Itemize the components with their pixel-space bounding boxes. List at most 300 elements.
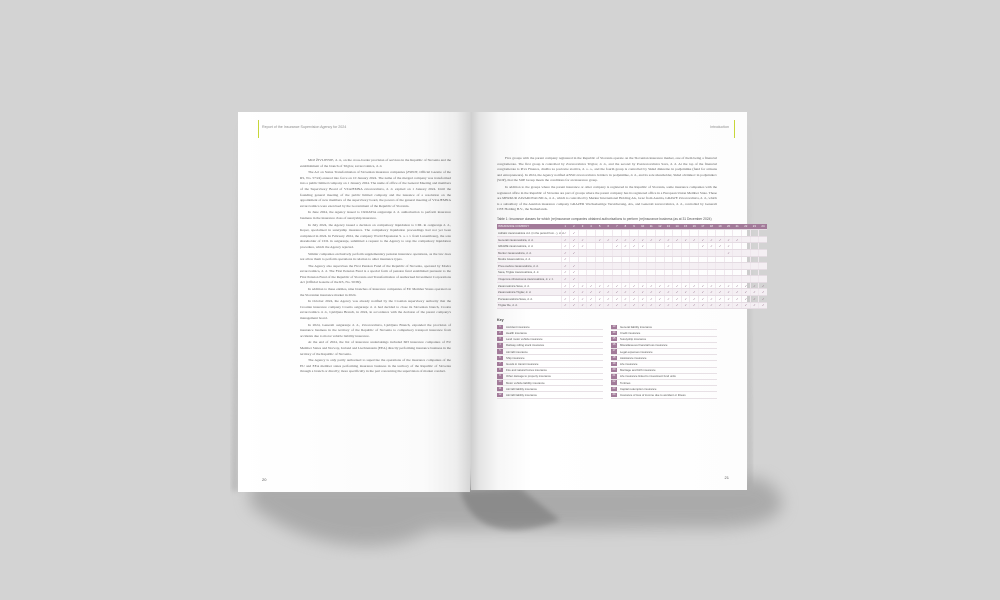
table-cell-check: ✓ <box>604 236 613 243</box>
table-cell-check <box>716 249 725 256</box>
table-cell-check: ✓ <box>578 296 587 303</box>
table-cell-check: ✓ <box>561 276 570 283</box>
table-cell-check <box>664 276 673 283</box>
table-cell-check <box>733 263 742 270</box>
table-cell-check <box>750 230 759 237</box>
table-header-class: 8 <box>621 224 630 230</box>
table-cell-check <box>673 230 682 237</box>
left-accent-line <box>258 120 259 138</box>
table-cell-check <box>724 276 733 283</box>
table-row <box>497 249 767 256</box>
key-number: 3 <box>497 337 503 341</box>
table-cell-company: Adriatic zavarovalnica d.d. (in the period from...), d. d. <box>498 230 565 235</box>
table-cell-check: ✓ <box>613 243 622 250</box>
table-cell-check: ✓ <box>741 296 750 303</box>
table-cell-check <box>578 249 587 256</box>
table-cell-check: ✓ <box>595 296 604 303</box>
table-cell-check <box>733 249 742 256</box>
key-label: Miscellaneous financial loss insurance <box>620 343 668 348</box>
right-page-number: 21 <box>724 475 729 480</box>
key-number: 21 <box>612 374 616 378</box>
table-cell-check <box>595 276 604 283</box>
table-cell-check <box>716 256 725 263</box>
table-cell-check <box>733 269 742 276</box>
table-cell-check: ✓ <box>561 236 570 243</box>
table-cell-company: Sava, Triglav zavarovalnica, d. d. <box>497 269 561 276</box>
table-cell-check <box>733 230 742 237</box>
table-cell-check <box>656 263 665 270</box>
table-cell-check: ✓ <box>673 236 682 243</box>
table-cell-check <box>587 256 596 263</box>
table-cell-check <box>681 243 690 250</box>
key-number: 16 <box>612 343 616 347</box>
table-cell-check <box>741 263 750 270</box>
table-cell-check: ✓ <box>587 302 596 309</box>
table-cell-check <box>699 230 708 237</box>
table-cell-check: ✓ <box>561 230 570 237</box>
table-cell-check <box>587 269 596 276</box>
table-cell-check <box>647 230 656 237</box>
table-cell-check: ✓ <box>630 302 639 309</box>
table-header-class: 5 <box>595 224 604 230</box>
table-cell-company: Modra zavarovalnica, d. d. <box>497 256 561 263</box>
table-cell-check <box>673 249 682 256</box>
table-cell-check: ✓ <box>733 296 742 303</box>
table-cell-check: ✓ <box>707 289 716 296</box>
key-label: Motor vehicle liability insurance <box>506 380 545 385</box>
table-cell-check: ✓ <box>759 296 768 303</box>
table-cell-check: ✓ <box>656 282 665 289</box>
left-paragraph: In addition to these entities, nine branches of insurance companies of EU Member States operated on the Slovenian insurance market in 2024. <box>300 287 451 297</box>
key-label: Goods in transit insurance <box>506 361 539 366</box>
table-cell-check: ✓ <box>681 282 690 289</box>
table-cell-check <box>699 256 708 263</box>
key-label: Tontines <box>620 380 631 385</box>
table-row <box>497 276 767 283</box>
table-cell-check: ✓ <box>690 289 699 296</box>
key-row <box>497 392 603 398</box>
right-running-head: Introduction <box>710 125 729 129</box>
table-cell-check: ✓ <box>570 296 579 303</box>
table-cell-check <box>741 230 750 237</box>
table-cell-check: ✓ <box>664 282 673 289</box>
key-number: 14 <box>612 330 616 334</box>
key-number: 5 <box>497 349 503 353</box>
table-cell-check <box>613 230 622 237</box>
key-row <box>611 392 717 398</box>
table-cell-check <box>741 276 750 283</box>
key-number: 22 <box>612 380 616 384</box>
table-cell-check: ✓ <box>664 289 673 296</box>
table-cell-check: ✓ <box>638 296 647 303</box>
table-cell-check <box>724 256 733 263</box>
table-cell-check <box>681 269 690 276</box>
key-label: Legal expenses insurance <box>620 349 653 354</box>
table-cell-check: ✓ <box>578 289 587 296</box>
table-cell-check <box>681 276 690 283</box>
table-cell-check <box>681 256 690 263</box>
table-cell-check <box>578 230 587 237</box>
key-column-right <box>611 324 717 398</box>
right-paragraph: Five groups with the parent company registered in the Republic of Slovenia operate on the Slovenian insurance market, one of them being a financial conglomerate. The first group is controlled by Zavarovalnica Triglav, d. d., and the second by Pozavarovalnica Sava, d. d. At the top of the financial conglomerate is Prva Finance, družba za poslovne storitve, d. o. o., and the fourth group is controlled by Skład diskretno in podjetniške (fund for artisans and entrepreneurs). In 2024, the Agency notified ANSO zavarovalnica četrtkov in podjetniške, d. d., and its sole shareholder, Skład obrtnikov in podjetnikov (SOP), that the SOP Group meets the conditions for an insurance group. <box>497 156 717 183</box>
table-cell-check: ✓ <box>716 282 725 289</box>
table-cell-check <box>613 276 622 283</box>
key-number: 12 <box>498 392 502 396</box>
left-paragraph: At the end of 2024, the list of insurance undertakings included 663 insurance companies of EU Member States and Norway, Iceland and Liechtenstein (EEA) directly performing insurance business in the territory of the Republic of Slovenia. <box>300 340 451 356</box>
table-cell-check <box>656 230 665 237</box>
table-cell-check <box>613 249 622 256</box>
table-cell-check: ✓ <box>595 236 604 243</box>
table-header-class: 6 <box>604 224 613 230</box>
table-row <box>497 302 767 309</box>
table-cell-check <box>570 256 579 263</box>
key-label: Life insurance <box>620 361 638 366</box>
table-cell-check: ✓ <box>578 236 587 243</box>
table-cell-check: ✓ <box>621 243 630 250</box>
left-paragraph: In July 2024, the Agency issued a decision on compulsory liquidation to CDL in osiguranje d. d., Koper, specialised in suretyship insurance. The compulsory liquidation proceedings had not yet been completed in 2024. In February 2024, the company World Expansion S. a. r. l. from Luxembourg, the sole shareholder of CDL in osiguranje, submitted a request to the Agency to stop the compulsory liquidation procedure, which the Agency rejected. <box>300 222 451 249</box>
table-cell-check <box>621 230 630 237</box>
table-cell-check: ✓ <box>604 296 613 303</box>
table-cell-check: ✓ <box>733 282 742 289</box>
key-label: Assistance insurance <box>620 355 647 360</box>
key-label: Suretyship insurance <box>620 337 647 342</box>
table-header-class: 1 <box>561 224 570 230</box>
table-cell-check <box>621 249 630 256</box>
table-cell-check <box>750 249 759 256</box>
table-cell-check <box>690 256 699 263</box>
key-number: 6 <box>497 356 503 360</box>
table-cell-check <box>630 263 639 270</box>
table-cell-check <box>733 243 742 250</box>
table-cell-check: ✓ <box>656 236 665 243</box>
table-cell-check: ✓ <box>561 296 570 303</box>
table-header-class: 13 <box>664 224 673 230</box>
table-cell-check <box>587 263 596 270</box>
table-cell-check <box>673 269 682 276</box>
table-cell-check: ✓ <box>750 282 759 289</box>
table-cell-check: ✓ <box>707 296 716 303</box>
table-cell-check <box>733 256 742 263</box>
table-cell-check <box>647 256 656 263</box>
table-row <box>497 236 767 243</box>
table-cell-check: ✓ <box>570 282 579 289</box>
table-cell-check <box>733 276 742 283</box>
table-cell-check <box>759 256 768 263</box>
left-running-head: Report of the Insurance Supervision Agency for 2024 <box>262 125 347 129</box>
table-cell-check: ✓ <box>587 296 596 303</box>
table-cell-check: ✓ <box>690 296 699 303</box>
table-cell-check: ✓ <box>570 302 579 309</box>
table-cell-check: ✓ <box>707 236 716 243</box>
table-cell-check <box>656 256 665 263</box>
table-cell-check: ✓ <box>621 282 630 289</box>
table-cell-company: Prva osebna zavarovalnica, d. d. <box>497 263 561 270</box>
table-cell-check <box>647 263 656 270</box>
table-cell-check <box>664 269 673 276</box>
table-cell-check: ✓ <box>690 282 699 289</box>
key-label: Health insurance <box>506 331 527 336</box>
table-cell-check: ✓ <box>664 236 673 243</box>
table-cell-check: ✓ <box>595 282 604 289</box>
table-cell-check: ✓ <box>699 243 708 250</box>
table-header-class: 9 <box>630 224 639 230</box>
key-number: 4 <box>497 343 503 347</box>
table-cell-check: ✓ <box>638 289 647 296</box>
table-cell-company: Generali zavarovalnica, d. d. <box>497 236 561 243</box>
table-cell-check: ✓ <box>647 296 656 303</box>
table-cell-check <box>707 230 716 237</box>
table-cell-check <box>741 236 750 243</box>
left-paragraph: In October 2024, the Agency was already notified by the Croatian supervisory authority that the Croatian insurance company Croatia osiguranje d. d. had decided to close its Slovenian branch, Croatia zavarovalnica d. d., Ljubljana Branch, in 2024, in accordance with the decision of the parent company's management board. <box>300 299 451 321</box>
table-cell-check: ✓ <box>578 243 587 250</box>
table-body <box>497 230 767 309</box>
table-cell-check: ✓ <box>604 282 613 289</box>
table-cell-check: ✓ <box>604 289 613 296</box>
table-cell-check: ✓ <box>587 289 596 296</box>
table-cell-check: ✓ <box>690 236 699 243</box>
table-header-class: 14 <box>673 224 682 230</box>
table-cell-check: ✓ <box>578 302 587 309</box>
table-cell-check <box>621 276 630 283</box>
table-cell-check: ✓ <box>621 289 630 296</box>
table-cell-check: ✓ <box>664 296 673 303</box>
table-header-company: INSURANCE COMPANY <box>497 224 561 230</box>
table-header-class: 20 <box>724 224 733 230</box>
table-cell-check <box>595 230 604 237</box>
table-cell-check: ✓ <box>724 282 733 289</box>
left-paragraph: The Agency is only partly authorised to supervise the operations of the insurance companies of the EU and EEA member states performing insurance business in the territory of the Republic of Slovenia through a branch or directly; more specifically in the part concerning the supervision of market conduct. <box>300 358 451 374</box>
table-cell-check <box>750 263 759 270</box>
table-header-class: 10 <box>638 224 647 230</box>
table-header-class: 18 <box>707 224 716 230</box>
table-cell-check <box>587 230 596 237</box>
table-cell-company: Zavarovalnica Triglav, d. d. <box>497 289 561 296</box>
table-cell-check: ✓ <box>595 289 604 296</box>
key-label: Credit insurance <box>620 331 641 336</box>
table-cell-check <box>664 256 673 263</box>
table-cell-check: ✓ <box>613 296 622 303</box>
table-cell-check: ✓ <box>707 243 716 250</box>
table-cell-check <box>604 276 613 283</box>
table-cell-check <box>681 230 690 237</box>
table-cell-check: ✓ <box>759 302 768 309</box>
table-cell-check: ✓ <box>673 282 682 289</box>
key-label: General liability insurance <box>620 324 653 329</box>
table-cell-check: ✓ <box>621 296 630 303</box>
table-cell-check <box>638 230 647 237</box>
key-number: 8 <box>497 368 503 372</box>
table-cell-check <box>647 269 656 276</box>
table-cell-check <box>578 256 587 263</box>
table-cell-check <box>750 256 759 263</box>
key-label: Railway rolling stock insurance <box>506 343 545 348</box>
table-cell-check: ✓ <box>724 296 733 303</box>
insurance-classes-table <box>497 224 767 310</box>
key-number: 11 <box>498 386 502 390</box>
key-number: 23 <box>612 386 616 390</box>
table-header-class: 7 <box>613 224 622 230</box>
table-cell-check <box>699 263 708 270</box>
table-header-class: 3 <box>578 224 587 230</box>
table-cell-check <box>707 249 716 256</box>
left-paragraph: In 2024, Generali osiguranje d. d., Zavarovalnica, Ljubljana Branch, expanded the provision of insurance business in the territory of the Republic of Slovenia to compulsory transport insurance from accidents due to motor vehicle liability insurance. <box>300 322 451 338</box>
table-cell-check: ✓ <box>750 296 759 303</box>
key-label: Life insurance linked to investment fund units <box>620 374 676 379</box>
table-cell-check: ✓ <box>759 289 768 296</box>
table-cell-check <box>681 249 690 256</box>
table-cell-check <box>759 230 768 237</box>
table-cell-check: ✓ <box>741 282 750 289</box>
table-cell-check: ✓ <box>638 243 647 250</box>
table-cell-check <box>664 263 673 270</box>
table-cell-check <box>690 269 699 276</box>
table-cell-check <box>630 269 639 276</box>
table-cell-check <box>681 263 690 270</box>
table-cell-company: Merkur zavarovalnica, d. d. <box>497 249 561 256</box>
table-cell-check: ✓ <box>561 263 570 270</box>
table-cell-check <box>604 243 613 250</box>
table-cell-check <box>604 256 613 263</box>
table-cell-check: ✓ <box>664 302 673 309</box>
key-number: 19 <box>612 361 616 365</box>
table-cell-check <box>595 249 604 256</box>
table-cell-check <box>716 263 725 270</box>
table-cell-check: ✓ <box>630 243 639 250</box>
key-number: 15 <box>612 337 616 341</box>
table-cell-check <box>724 269 733 276</box>
table-cell-check: ✓ <box>561 243 570 250</box>
table-cell-check <box>604 249 613 256</box>
table-cell-check: ✓ <box>570 263 579 270</box>
table-cell-check: ✓ <box>673 296 682 303</box>
table-cell-check: ✓ <box>681 289 690 296</box>
table-header-class: 4 <box>587 224 596 230</box>
table-cell-check <box>613 256 622 263</box>
table-cell-check: ✓ <box>638 302 647 309</box>
table-cell-company: Triglav Re, d. d. <box>497 302 561 309</box>
left-paragraph: Similar companies exclusively perform supplementary pension insurance operations, as the law does not allow them to perform operations in relation to other insurance types. <box>300 251 451 262</box>
table-cell-check <box>750 269 759 276</box>
table-cell-check <box>690 263 699 270</box>
table-cell-check <box>638 276 647 283</box>
left-paragraph: MOJ ŽIVLJENJE, d. d., on the cross-border provision of services in the Republic of Slovenia and the establishment of the branch of Triglav, zavarovalnica, d. d. <box>300 158 451 168</box>
table-cell-check <box>716 230 725 237</box>
table-cell-check: ✓ <box>716 296 725 303</box>
table-cell-check <box>604 230 613 237</box>
table-cell-check <box>656 249 665 256</box>
table-cell-check <box>595 269 604 276</box>
right-page <box>471 112 765 490</box>
table-cell-check: ✓ <box>570 289 579 296</box>
table-cell-check: ✓ <box>630 289 639 296</box>
table-cell-check <box>595 263 604 270</box>
table-cell-check <box>741 249 750 256</box>
table-cell-check <box>587 276 596 283</box>
table-cell-check: ✓ <box>561 302 570 309</box>
left-paragraph: The Agency also supervises the First Pension Fund of the Republic of Slovenia, operated by Modra zavarovalnica, d. d. The First Pension Fund is a special form of pension fund established pursuant to the First Pension Fund of the Republic of Slovenia and Transformation of Authorised Investment Corporations Act (Official Gazette of the RS, No. 50/99). <box>300 263 451 285</box>
right-accent-line <box>734 120 735 138</box>
table-cell-check: ✓ <box>630 282 639 289</box>
key-column-left <box>497 324 603 398</box>
table-cell-check <box>673 263 682 270</box>
key-number: 24 <box>612 392 616 396</box>
table-cell-check <box>604 263 613 270</box>
table-cell-check: ✓ <box>716 236 725 243</box>
table-cell-check: ✓ <box>759 282 768 289</box>
table-cell-check: ✓ <box>621 302 630 309</box>
left-paragraph: The Act on Status Transformation of Slovenian insurance companies (ZSPOT, Official Gazette of the RS, No. 57/24) entered into force on 10 January 2024. The name of the merged company was transformed into a public limited company on 1 January 2024. The name of office of the General Meeting and members of the Supervisory Board of VZAJEMNA zavarovalnica, d. d. expired on 1 January 2024. Until the founding general meeting of the public limited company and the issuance of a resolution on the appointment of new members of the supervisory board, the powers of the general meeting of VZAJEMNA zavarovalnica were exercised by the Government of the Republic of Slovenia. <box>300 170 451 208</box>
table-cell-check: ✓ <box>724 289 733 296</box>
key-label: Capital redemption insurance <box>620 386 657 391</box>
key-label: Aircraft insurance <box>506 349 528 354</box>
table-cell-check <box>638 256 647 263</box>
key-number: 20 <box>612 367 616 371</box>
table-cell-check <box>578 269 587 276</box>
table-header-class: 15 <box>681 224 690 230</box>
table-cell-check: ✓ <box>690 302 699 309</box>
table-cell-check <box>759 243 768 250</box>
table-cell-check <box>741 243 750 250</box>
table-cell-check <box>647 276 656 283</box>
table-cell-check <box>716 276 725 283</box>
table-cell-check: ✓ <box>604 302 613 309</box>
table-cell-check <box>595 243 604 250</box>
table-row <box>497 269 767 276</box>
table-cell-check: ✓ <box>647 289 656 296</box>
table-cell-check: ✓ <box>656 296 665 303</box>
table-cell-check <box>707 256 716 263</box>
table-header-class: 21 <box>733 224 742 230</box>
table-cell-check: ✓ <box>613 236 622 243</box>
table-cell-check <box>664 230 673 237</box>
table-cell-check: ✓ <box>724 243 733 250</box>
table-cell-check <box>656 243 665 250</box>
table-cell-check <box>647 243 656 250</box>
table-cell-company: Vzajemna zdravstvena zavarovalnica, d. v. z. <box>497 276 561 283</box>
left-page-number: 20 <box>262 477 267 482</box>
table-cell-check: ✓ <box>699 296 708 303</box>
table-cell-check: ✓ <box>561 269 570 276</box>
right-body <box>497 156 765 399</box>
table-cell-check <box>621 263 630 270</box>
table-header-class: 22 <box>741 224 750 230</box>
table-cell-check <box>707 269 716 276</box>
table-cell-check: ✓ <box>613 289 622 296</box>
key-label: Other damage to property insurance <box>506 374 551 379</box>
table-cell-check <box>741 256 750 263</box>
table-cell-check: ✓ <box>724 302 733 309</box>
table-cell-check: ✓ <box>570 230 579 237</box>
table-cell-check <box>656 269 665 276</box>
table-cell-check: ✓ <box>750 289 759 296</box>
table-cell-check: ✓ <box>613 302 622 309</box>
table-cell-company: Zavarovalnica Sava, d. d. <box>497 282 561 289</box>
table-header-class: 12 <box>656 224 665 230</box>
table-cell-check <box>673 256 682 263</box>
table-cell-check <box>759 263 768 270</box>
table-cell-check: ✓ <box>673 289 682 296</box>
table-cell-check: ✓ <box>664 243 673 250</box>
table-cell-check: ✓ <box>750 302 759 309</box>
table-cell-check <box>621 269 630 276</box>
table-cell-check <box>621 256 630 263</box>
table-cell-check <box>630 256 639 263</box>
table-cell-check <box>750 236 759 243</box>
table-cell-check <box>690 276 699 283</box>
table-cell-check <box>690 230 699 237</box>
table-row <box>497 256 767 263</box>
table-cell-check <box>750 243 759 250</box>
